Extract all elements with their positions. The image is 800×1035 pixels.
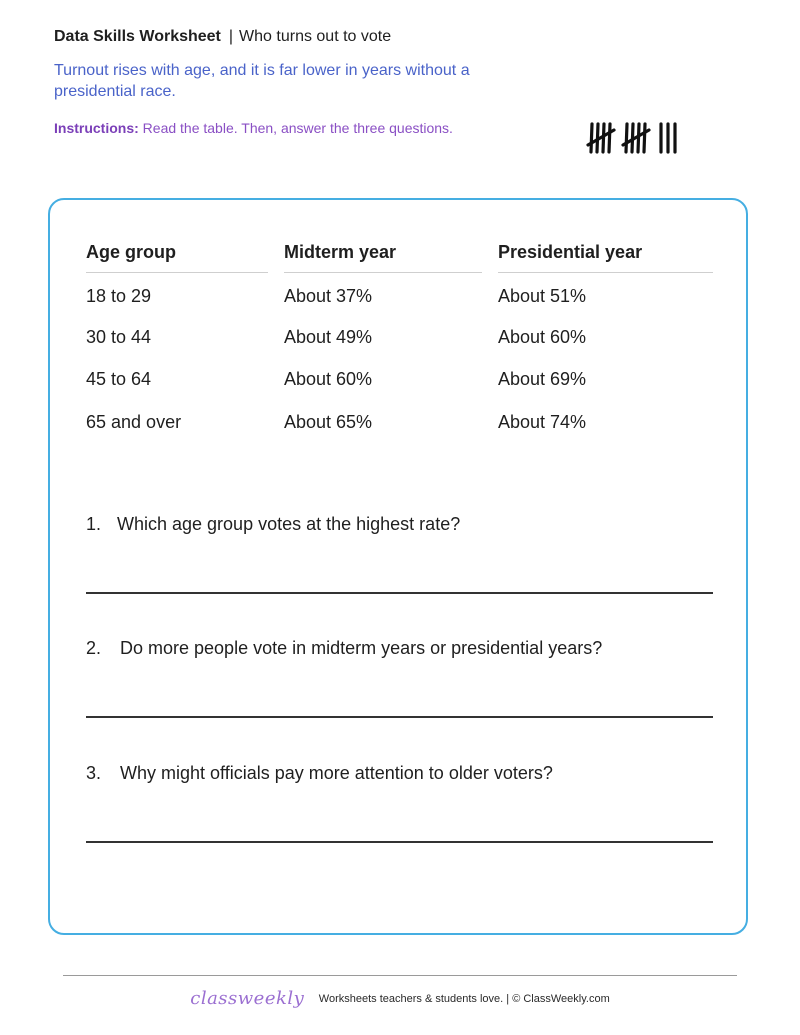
footer [0, 988, 800, 1009]
worksheet-topic: Who turns out to vote [239, 28, 392, 45]
table-cell-presidential: About 60% [498, 327, 587, 347]
answer-line-2[interactable] [86, 716, 713, 718]
question-text: Why might officials pay more attention to older voters? [120, 763, 553, 783]
worksheet-card [48, 198, 748, 935]
column-header-presidential-year: Presidential year [498, 242, 643, 262]
brand-logo: classweekly [190, 988, 305, 1009]
footer-tagline: Worksheets teachers & students love. | © ClassWeekly.com [318, 992, 610, 1005]
table-cell-midterm: About 65% [284, 412, 373, 432]
table-cell-midterm: About 60% [284, 369, 373, 389]
question-1 [86, 513, 460, 535]
question-number: 1. [86, 514, 102, 534]
answer-line-1[interactable] [86, 592, 713, 594]
table-cell-age: 30 to 44 [86, 327, 152, 347]
header-underline [86, 272, 268, 273]
table-cell-presidential: About 69% [498, 369, 587, 389]
answer-line-3[interactable] [86, 841, 713, 843]
table-cell-age: 45 to 64 [86, 369, 152, 389]
instructions-label: Instructions: [54, 120, 139, 136]
tally-marks-icon [585, 118, 685, 163]
question-text: Which age group votes at the highest rate? [117, 514, 461, 534]
column-header-midterm-year: Midterm year [284, 242, 397, 262]
question-2 [86, 637, 602, 659]
question-number: 3. [86, 763, 102, 783]
table-cell-age: 65 and over [86, 412, 182, 432]
table-cell-age: 18 to 29 [86, 286, 152, 306]
worksheet-header [54, 27, 391, 47]
instructions [54, 119, 453, 137]
table-cell-midterm: About 37% [284, 286, 373, 306]
question-number: 2. [86, 638, 102, 658]
footer-divider [63, 975, 737, 976]
instructions-text: Read the table. Then, answer the three questions. [142, 120, 453, 136]
tally-marks-svg [585, 118, 685, 158]
worksheet-title: Data Skills Worksheet [54, 28, 221, 45]
table-cell-presidential: About 51% [498, 286, 587, 306]
column-header-age-group: Age group [86, 242, 176, 262]
question-text: Do more people vote in midterm years or presidential years? [120, 638, 603, 658]
question-3 [86, 762, 553, 784]
worksheet-subtitle: Turnout rises with age, and it is far lower in years without a presidential race. [54, 62, 470, 100]
header-underline [498, 272, 713, 273]
header-underline [284, 272, 482, 273]
table-cell-midterm: About 49% [284, 327, 373, 347]
header-separator: | [228, 28, 234, 45]
table-cell-presidential: About 74% [498, 412, 587, 432]
